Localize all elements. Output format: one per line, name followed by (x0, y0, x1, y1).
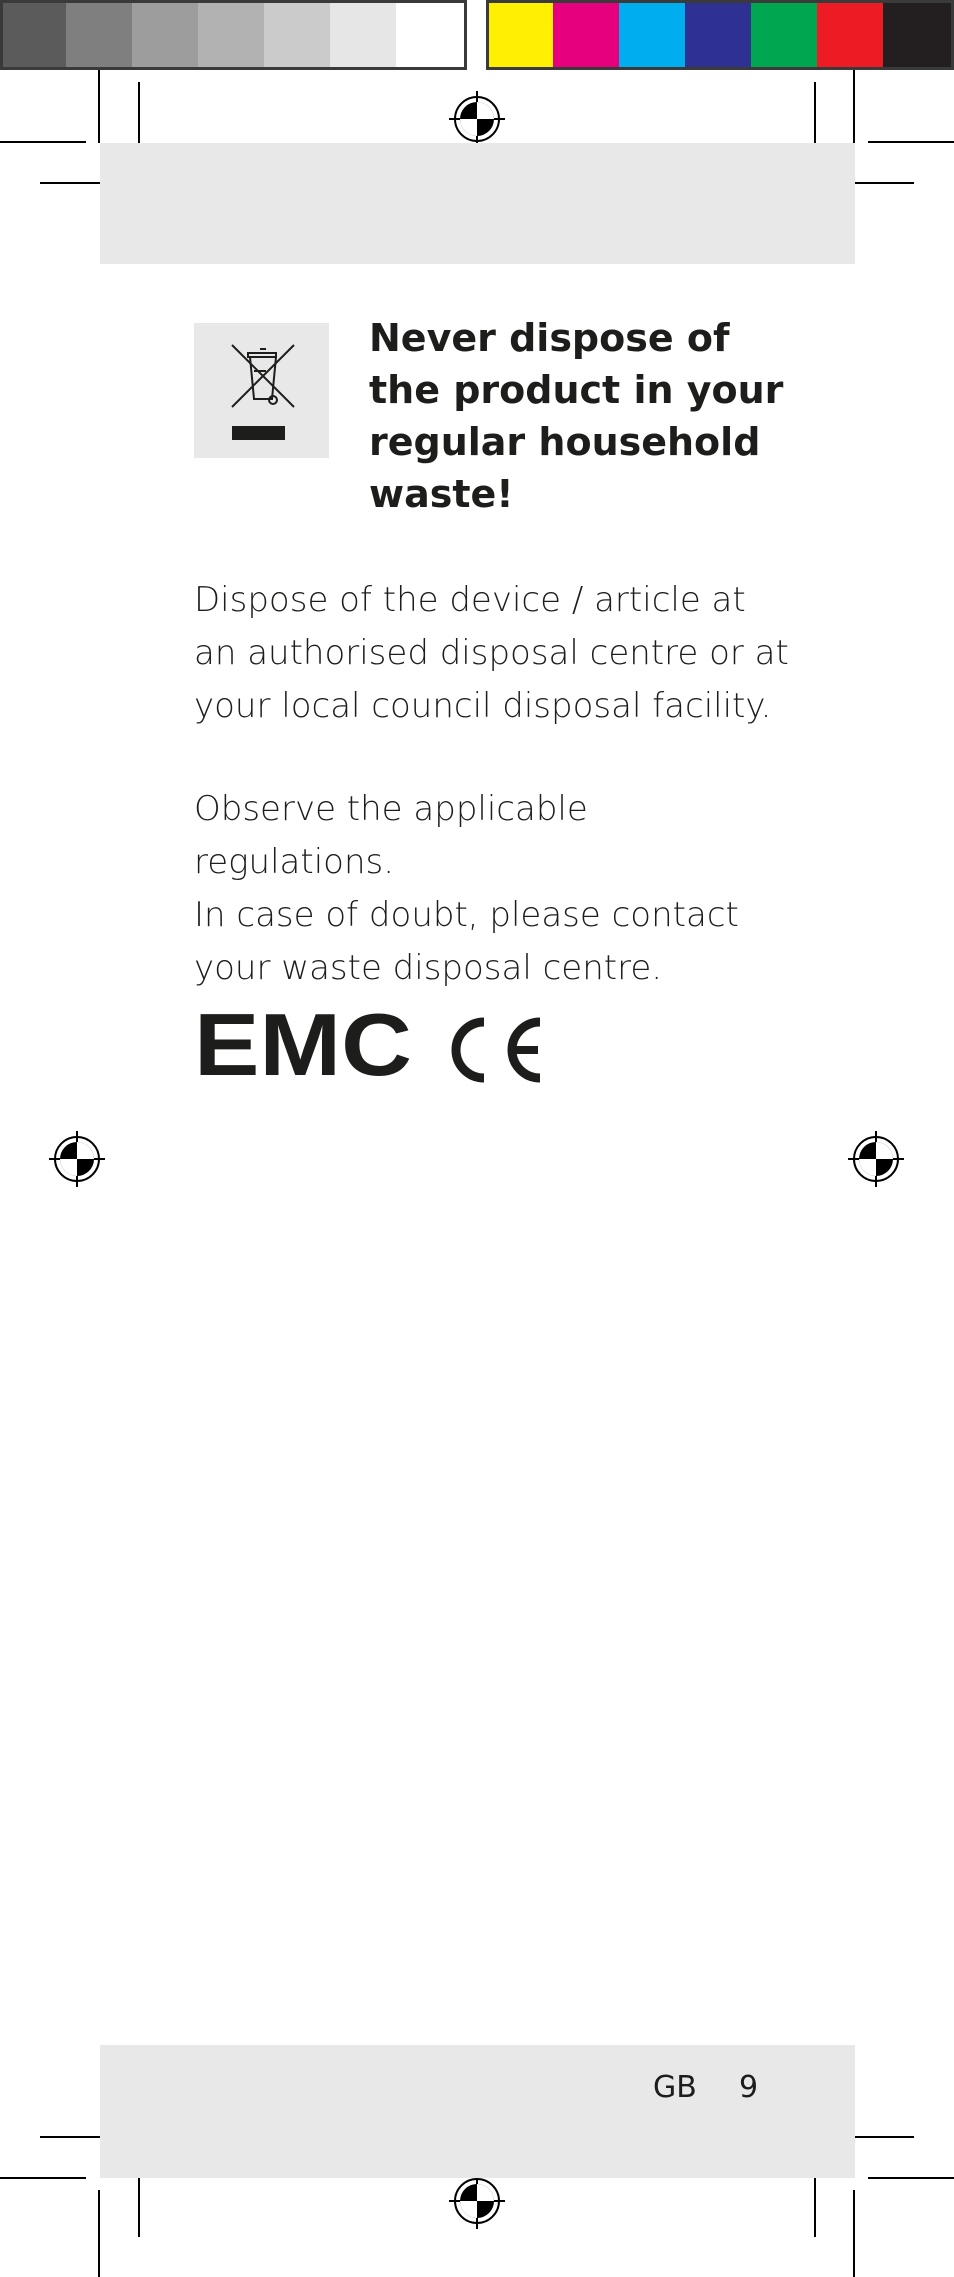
page-number: 9 (739, 2070, 759, 2105)
crop-mark (98, 2190, 100, 2277)
crop-mark (853, 70, 855, 143)
crop-mark (138, 82, 140, 152)
footer-band (100, 2045, 855, 2178)
crop-mark (98, 70, 100, 143)
regulations-note: Observe the applicable regulations. In case of doubt, please contact your waste disposal centre. (194, 789, 739, 988)
disposal-heading: Never dispose of the product in your regular household waste! (369, 316, 784, 516)
registration-mark-icon (49, 1131, 105, 1187)
registration-mark-icon (449, 2173, 505, 2229)
crop-mark (853, 2190, 855, 2277)
crop-mark (0, 141, 86, 143)
color-swatch-frame (486, 0, 954, 70)
crop-mark (814, 82, 816, 152)
disposal-instructions: Dispose of the device / article at an authorised disposal centre or at your local council disposal facility. (194, 580, 789, 726)
language-code: GB (653, 2070, 697, 2105)
crop-mark (0, 2177, 86, 2179)
registration-mark-icon (848, 1131, 904, 1187)
header-band (100, 143, 855, 264)
grey-swatch-frame (0, 0, 467, 70)
crossed-out-wheelie-bin-icon (194, 323, 329, 458)
emc-logo-text: EMC (194, 1008, 412, 1082)
weee-icon-box (194, 323, 329, 458)
crop-mark (868, 2177, 954, 2179)
ce-mark-icon (450, 1016, 550, 1084)
crop-mark (868, 141, 954, 143)
registration-mark-icon (449, 91, 505, 147)
emc-mark (194, 1008, 424, 1082)
